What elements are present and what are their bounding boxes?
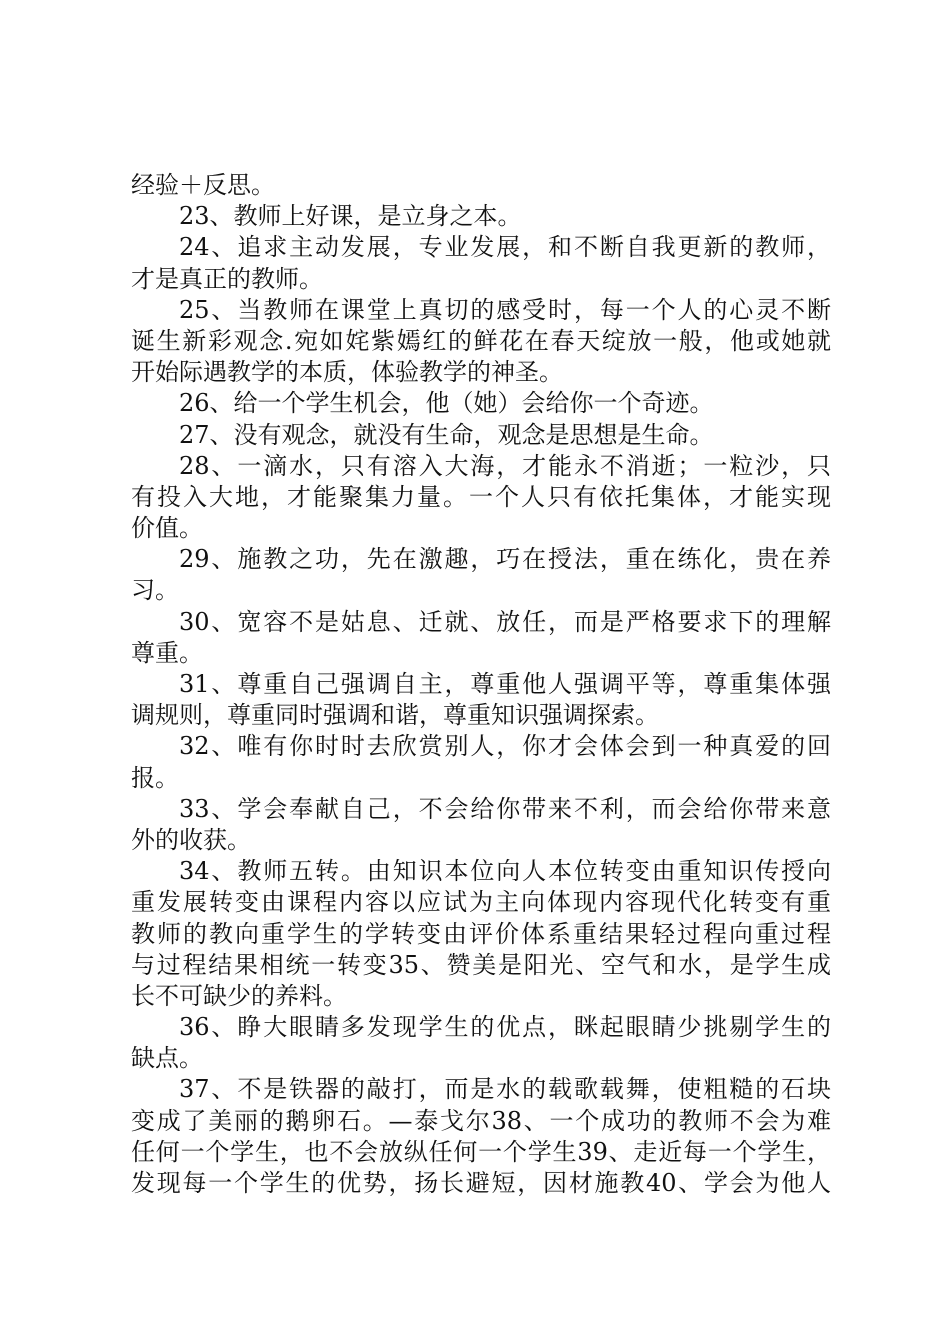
text-line: 26、给一个学生机会，他（她）会给你一个奇迹。 [179, 389, 714, 418]
text-line: 29、施教之功，先在激趣，巧在授法，重在练化，贵在养 [179, 545, 831, 574]
text-line: 24、追求主动发展，专业发展，和不断自我更新的教师， [179, 233, 831, 262]
text-line: 34、教师五转。由知识本位向人本位转变由重知识传授向 [179, 857, 831, 886]
text-line: 诞生新彩观念.宛如姹紫嫣红的鲜花在春天绽放一般，他或她就 [131, 326, 831, 355]
text-line: 缺点。 [131, 1044, 203, 1073]
text-line: 报。 [131, 763, 179, 792]
text-line: 30、宽容不是姑息、迁就、放任，而是严格要求下的理解 [179, 607, 831, 636]
text-line: 重发展转变由课程内容以应试为主向体现内容现代化转变有重 [131, 888, 831, 917]
text-line: 23、教师上好课，是立身之本。 [179, 202, 522, 231]
text-line: 36、睁大眼睛多发现学生的优点，眯起眼睛少挑剔学生的 [179, 1013, 831, 1042]
text-line: 与过程结果相统一转变35、赞美是阳光、空气和水，是学生成 [131, 950, 831, 979]
text-line: 长不可缺少的养料。 [131, 981, 347, 1010]
text-line: 发现每一个学生的优势，扬长避短，因材施教40、学会为他人 [131, 1169, 831, 1197]
text-line: 外的收获。 [131, 825, 251, 854]
text-line: 31、尊重自己强调自主，尊重他人强调平等，尊重集体强 [179, 670, 831, 698]
text-line: 教师的教向重学生的学转变由评价体系重结果轻过程向重过程 [131, 919, 831, 948]
text-line: 变成了美丽的鹅卵石。—泰戈尔38、一个成功的教师不会为难 [131, 1106, 831, 1135]
document-body [131, 170, 831, 1199]
text-line: 尊重。 [131, 638, 203, 667]
text-line: 25、当教师在课堂上真切的感受时，每一个人的心灵不断 [179, 295, 831, 324]
text-line: 经验＋反思。 [131, 171, 275, 199]
text-line: 28、一滴水，只有溶入大海，才能永不消逝；一粒沙，只 [179, 451, 831, 480]
text-line: 37、不是铁器的敲打，而是水的载歌载舞，使粗糙的石块 [179, 1075, 831, 1104]
text-line: 有投入大地，才能聚集力量。一个人只有依托集体，才能实现 [131, 482, 831, 511]
text-line: 价值。 [131, 514, 203, 543]
text-line: 33、学会奉献自己，不会给你带来不利，而会给你带来意 [179, 794, 831, 823]
text-line: 任何一个学生，也不会放纵任何一个学生39、走近每一个学生， [131, 1137, 831, 1166]
text-line: 调规则，尊重同时强调和谐，尊重知识强调探索。 [131, 701, 659, 730]
text-line: 习。 [131, 576, 179, 605]
text-line: 32、唯有你时时去欣赏别人，你才会体会到一种真爱的回 [179, 732, 831, 761]
text-line: 才是真正的教师。 [131, 264, 323, 293]
text-line: 27、没有观念，就没有生命，观念是思想是生命。 [179, 420, 714, 449]
text-line: 开始际遇教学的本质，体验教学的神圣。 [131, 358, 563, 387]
